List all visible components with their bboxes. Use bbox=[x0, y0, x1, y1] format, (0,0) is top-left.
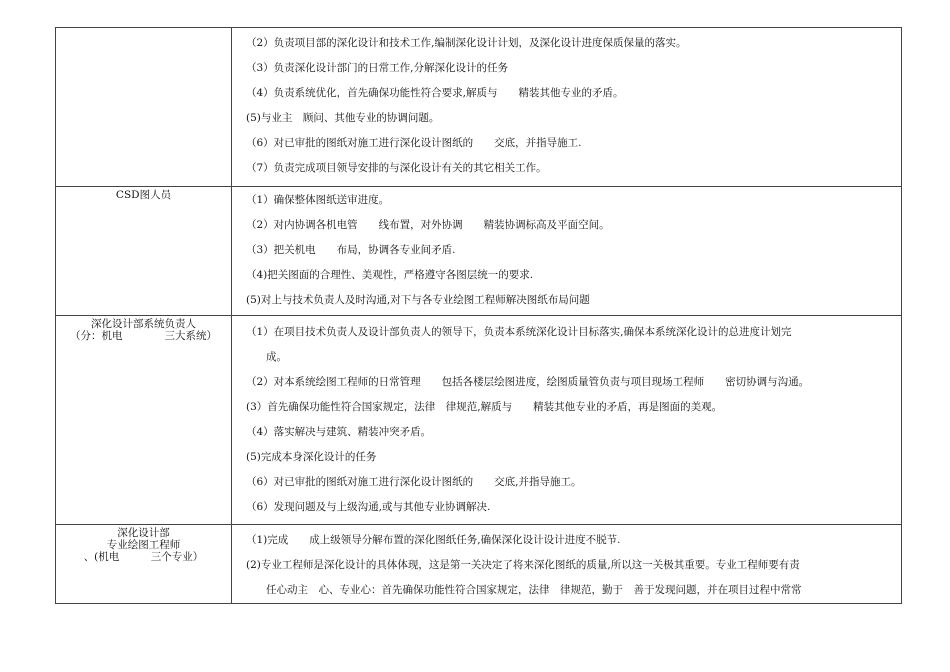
duty-cell bbox=[232, 28, 902, 187]
duty-line: （7）负责完成项目领导安排的与深化设计有关的其它相关工作。 bbox=[246, 162, 547, 174]
table-row bbox=[56, 525, 902, 604]
duty-line: （4)把关图面的合理性、美观性，严格遵守各图层统一的要求. bbox=[246, 269, 534, 281]
duty-line: （4）落实解决与建筑、精装冲突矛盾。 bbox=[246, 426, 432, 438]
duty-line: (3）首先确保功能性符合国家规定，法律 律规范,解质与 精装其他专业的矛盾，再是图面的美观。 bbox=[246, 401, 723, 413]
duty-line: （3）把关机电 布局，协调各专业间矛盾. bbox=[246, 244, 456, 256]
duty-cell bbox=[232, 316, 902, 525]
table-row bbox=[56, 316, 902, 525]
duty-line: （2）对本系统绘图工程师的日常管理 包括各楼层绘图进度，绘图质量管负责与项目现场工程师 密切协调与沟通。 bbox=[246, 376, 810, 388]
duty-line: （1）确保整体图纸送审进度。 bbox=[246, 194, 390, 206]
duty-line: 成。 bbox=[266, 351, 287, 363]
role-title: CSD图人员 bbox=[115, 189, 172, 201]
role-title: 深化设计部 bbox=[117, 527, 170, 539]
role-title: 深化设计部系统负责人 bbox=[91, 318, 196, 330]
role-cell bbox=[56, 525, 232, 604]
duty-cell bbox=[232, 187, 902, 316]
role-cell bbox=[56, 187, 232, 316]
duty-line: （2）对内协调各机电管 线布置，对外协调 精装协调标高及平面空间。 bbox=[246, 219, 610, 231]
duty-line: 任心动主 心、专业心：首先确保功能性符合国家规定，法律 律规范，勤于 善于发现问题，并在项目过程中常常 bbox=[266, 584, 802, 596]
duty-line: （6）对已审批的图纸对施工进行深化设计图纸的 交底，并指导施工. bbox=[246, 137, 582, 149]
duty-line: （3）负责深化设计部门的日常工作,分解深化设计的任务 bbox=[246, 62, 509, 74]
duty-table bbox=[55, 27, 902, 604]
role-subtitle: 、(机电 三个专业） bbox=[83, 551, 204, 563]
table-row bbox=[56, 28, 902, 187]
duty-cell bbox=[232, 525, 902, 604]
duty-line: （4）负责系统优化，首先确保功能性符合要求,解质与 精装其他专业的矛盾。 bbox=[246, 87, 624, 99]
role-subtitle: 专业绘图工程师 bbox=[106, 539, 181, 551]
duty-line: (5)对上与技术负责人及时沟通,对下与各专业绘图工程师解决图纸布局问题 bbox=[246, 294, 590, 306]
duty-line: (2)专业工程师是深化设计的具体体现，这是第一关决定了将来深化图纸的质量,所以这一关极其重要。专业工程师要有责 bbox=[246, 559, 800, 571]
duty-line: （1）在项目技术负责人及设计部负责人的领导下，负责本系统深化设计目标落实,确保本系统深化设计的总进度计划完 bbox=[246, 326, 792, 338]
duty-line: (5)与业主 顾问、其他专业的协调问题。 bbox=[246, 112, 440, 124]
duty-line: （1)完成 成上级领导分解布置的深化图纸任务,确保深化设计设计进度不脱节. bbox=[246, 534, 621, 546]
duty-line: (5)完成本身深化设计的任务 bbox=[246, 451, 377, 463]
duty-line: （6）对已审批的图纸对施工进行深化设计图纸的 交底,并指导施工。 bbox=[246, 476, 582, 488]
role-cell bbox=[56, 316, 232, 525]
duty-line: （2）负责项目部的深化设计和技术工作,编制深化设计计划，及深化设计进度保质保量的落实。 bbox=[246, 37, 687, 49]
duty-line: （6）发现问题及与上级沟通,或与其他专业协调解决. bbox=[246, 501, 491, 513]
table-row bbox=[56, 187, 902, 316]
role-cell bbox=[56, 28, 232, 187]
role-subtitle: （分：机电 三大系统） bbox=[70, 330, 217, 342]
